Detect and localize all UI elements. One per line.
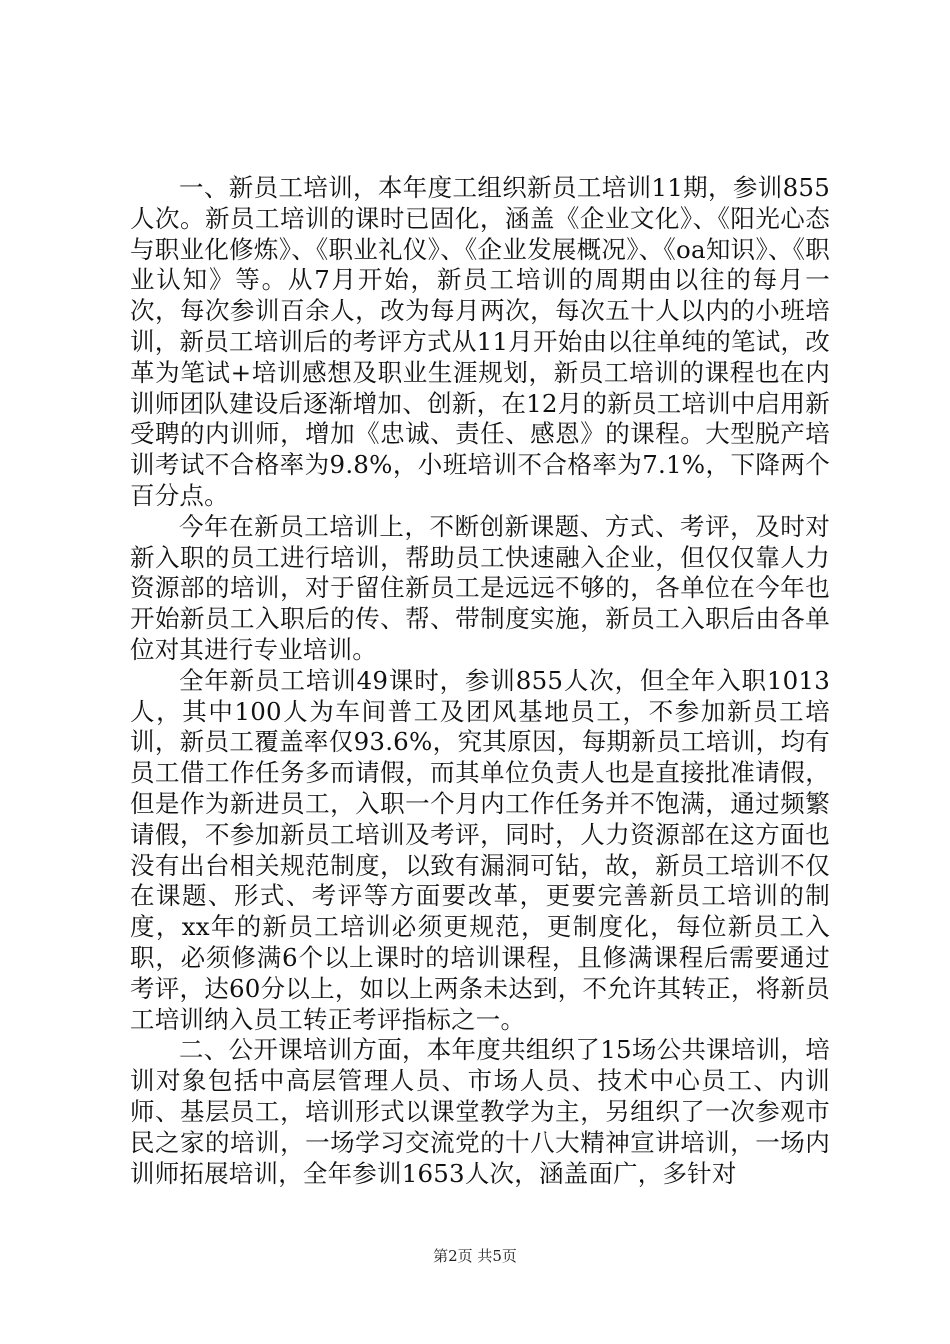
page-footer: 第2页 共5页 <box>433 1247 517 1265</box>
paragraph-innovation: 今年在新员工培训上，不断创新课题、方式、考评，及时对新入职的员工进行培训，帮助员工快速融入企业，但仅仅靠人力资源部的培训，对于留住新员工是远远不够的，各单位在今年也开始新员工入职后的传、帮、带制度实施，新员工入职后由各单位对其进行专业培训。 <box>130 511 830 664</box>
paragraph-public-courses: 二、公开课培训方面，本年度共组织了15场公共课培训，培训对象包括中高层管理人员、市场人员、技术中心员工、内训师、基层员工，培训形式以课堂教学为主，另组织了一次参观市民之家的培训，一场学习交流党的十八大精神宣讲培训，一场内训师拓展培训，全年参训1653人次，涵盖面广，多针对 <box>130 1035 830 1188</box>
body-text <box>130 173 830 1189</box>
paragraph-coverage: 全年新员工培训49课时，参训855人次，但全年入职1013人，其中100人为车间普工及团风基地员工，不参加新员工培训，新员工覆盖率仅93.6%，究其原因，每期新员工培训，均有员工借工作任务多而请假，而其单位负责人也是直接批准请假，但是作为新进员工，入职一个月内工作任务并不饱满，通过频繁请假，不参加新员工培训及考评，同时，人力资源部在这方面也没有出台相关规范制度，以致有漏洞可钻，故，新员工培训不仅在课题、形式、考评等方面要改革，更要完善新员工培训的制度，xx年的新员工培训必须更规范，更制度化，每位新员工入职，必须修满6个以上课时的培训课程，且修满课程后需要通过考评，达60分以上，如以上两条未达到，不允许其转正，将新员工培训纳入员工转正考评指标之一。 <box>130 665 830 1034</box>
paragraph-new-employee-training: 一、新员工培训，本年度工组织新员工培训11期，参训855人次。新员工培训的课时已固化，涵盖《企业文化》、《阳光心态与职业化修炼》、《职业礼仪》、《企业发展概况》、《oa知识》、《职业认知》等。从7月开始，新员工培训的周期由以往的每月一次，每次参训百余人，改为每月两次，每次五十人以内的小班培训，新员工培训后的考评方式从11月开始由以往单纯的笔试，改革为笔试+培训感想及职业生涯规划，新员工培训的课程也在内训师团队建设后逐渐增加、创新，在12月的新员工培训中启用新受聘的内训师，增加《忠诚、责任、感恩》的课程。大型脱产培训考试不合格率为9.8%，小班培训不合格率为7.1%，下降两个百分点。 <box>130 173 830 510</box>
